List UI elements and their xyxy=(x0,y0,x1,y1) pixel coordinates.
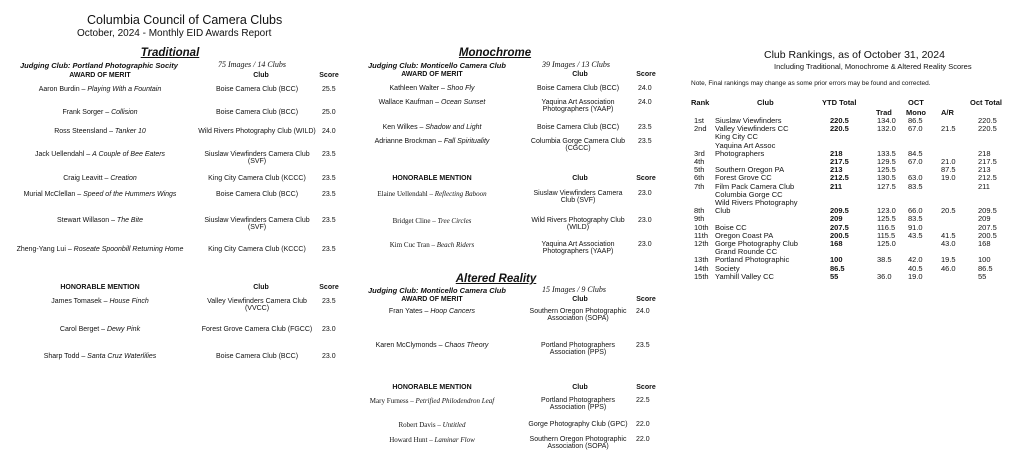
altered-club-header: Club xyxy=(572,296,588,303)
rankings-oct-trad: 129.5 xyxy=(877,157,896,166)
rankings-rank: 1st xyxy=(694,116,705,125)
entry-club: Boise Camera Club (BCC) xyxy=(215,86,299,93)
rankings-club-name: Film Pack Camera Club xyxy=(715,181,795,191)
rankings-club-name: Siuslaw Viewfinders xyxy=(715,116,782,125)
entry-maker-title xyxy=(10,353,190,360)
entry-maker-title xyxy=(362,85,502,92)
rankings-club-name: Columbia Gorge CC xyxy=(715,189,783,199)
rankings-oct-mono: 43.5 xyxy=(908,230,923,240)
rankings-ytd-total: 209.5 xyxy=(830,206,849,216)
rankings-header-oct-total: Oct Total xyxy=(970,98,1002,107)
entry-maker: Sharp Todd xyxy=(43,353,80,360)
entry-maker-title xyxy=(362,99,502,106)
rankings-oct-ar: 19.0 xyxy=(941,173,956,183)
rankings-oct-mono: 91.0 xyxy=(908,222,923,232)
rankings-rank: 10th xyxy=(694,222,709,232)
entry-maker-title xyxy=(362,397,502,405)
entry-maker-title xyxy=(362,190,502,198)
entry-maker-title xyxy=(10,151,190,158)
rankings-rank: 12th xyxy=(694,239,709,248)
entry-score: 23.5 xyxy=(322,151,336,158)
rankings-oct-trad: 116.5 xyxy=(877,222,896,232)
entry-maker: James Tomasek xyxy=(51,298,102,305)
rankings-oct-mono: 19.0 xyxy=(908,271,923,281)
rankings-oct-trad: 115.5 xyxy=(877,230,896,240)
entry-maker-title xyxy=(10,191,190,198)
entry-maker: Murial McClellan xyxy=(23,191,76,198)
entry-score: 22.5 xyxy=(636,397,650,404)
rankings-oct-total: 207.5 xyxy=(978,222,997,232)
entry-club: Yaquina Art Association Photographers (YAAP) xyxy=(541,99,615,113)
altered-merit-label: AWARD OF MERIT xyxy=(401,296,463,303)
entry-maker-title xyxy=(10,86,190,93)
entry-separator: – xyxy=(436,342,445,349)
rankings-subtitle: Including Traditional, Monochrome & Altered Reality Scores xyxy=(774,62,972,71)
entry-club: Boise Camera Club (BCC) xyxy=(536,85,620,92)
rankings-club-name: Portland Photographic xyxy=(715,255,790,265)
rankings-ytd-total: 55 xyxy=(830,271,839,281)
entry-score: 24.0 xyxy=(638,99,652,106)
rankings-oct-mono: 67.0 xyxy=(908,124,923,134)
entry-maker: Ken Wilkes xyxy=(382,124,418,131)
rankings-club-name: Yamhill Valley CC xyxy=(715,271,774,281)
entry-separator: – xyxy=(435,421,443,429)
entry-separator: – xyxy=(99,326,107,333)
entry-maker-title xyxy=(362,217,502,225)
rankings-oct-ar: 19.5 xyxy=(941,255,956,265)
entry-title: Shoo Fly xyxy=(446,85,475,92)
rankings-ytd-total: 218 xyxy=(830,148,843,158)
rankings-ytd-total: 86.5 xyxy=(830,263,845,273)
monochrome-judging-club: Judging Club: Monticello Camera Club xyxy=(368,61,506,70)
rankings-ytd-total: 220.5 xyxy=(830,116,849,125)
entry-club: Boise Camera Club (BCC) xyxy=(215,109,299,116)
entry-score: 24.0 xyxy=(322,128,336,135)
rankings-header-ytd: YTD Total xyxy=(822,98,857,107)
entry-title: Untitled xyxy=(442,421,466,429)
entry-maker-title xyxy=(362,241,502,249)
traditional-club-header: Club xyxy=(253,72,269,79)
entry-title: Creation xyxy=(110,175,137,182)
rankings-oct-total: 100 xyxy=(978,255,991,265)
rankings-oct-mono: 67.0 xyxy=(908,157,923,166)
entry-score: 25.0 xyxy=(322,109,336,116)
rankings-club-name: Society xyxy=(715,263,740,273)
traditional-hm-score-header: Score xyxy=(319,284,339,291)
entry-maker: Fran Yates xyxy=(388,308,423,315)
rankings-oct-ar: 87.5 xyxy=(941,165,956,175)
rankings-club-name: King City CC xyxy=(715,132,758,142)
rankings-rank: 8th xyxy=(694,206,705,216)
rankings-oct-total: 209 xyxy=(978,214,991,224)
rankings-rank: 15th xyxy=(694,271,709,281)
rankings-club-name: Wild Rivers Photography xyxy=(715,198,798,207)
entry-separator: – xyxy=(84,151,93,158)
rankings-oct-total: 86.5 xyxy=(978,263,993,273)
altered-judging-club: Judging Club: Monticello Camera Club xyxy=(368,286,506,295)
entry-club: Siuslaw Viewfinders Camera Club (SVF) xyxy=(204,217,310,231)
entry-club: Valley Viewfinders Camera Club (VVCC) xyxy=(207,298,307,312)
entry-maker: Aaron Burdin xyxy=(38,86,80,93)
entry-maker: Ross Steensland xyxy=(54,128,108,135)
entry-maker: Karen McClymonds xyxy=(375,342,437,349)
traditional-title: Traditional xyxy=(140,47,200,59)
entry-separator: – xyxy=(408,397,416,405)
entry-title: Fall Spirituality xyxy=(443,138,490,145)
entry-club: Portland Photographers Association (PPS) xyxy=(541,342,615,356)
rankings-rank: 2nd xyxy=(694,124,707,134)
traditional-merit-label: AWARD OF MERIT xyxy=(69,72,131,79)
entry-maker: Wallace Kaufman xyxy=(378,99,434,106)
entry-title: Dewy Pink xyxy=(107,326,141,333)
entry-maker-title xyxy=(362,138,502,145)
entry-score: 22.0 xyxy=(636,421,650,428)
entry-title: Santa Cruz Waterlilies xyxy=(87,353,157,360)
entry-score: 25.5 xyxy=(322,86,336,93)
rankings-oct-trad: 132.0 xyxy=(877,124,896,134)
entry-title: A Couple of Bee Eaters xyxy=(92,151,166,158)
rankings-oct-trad: 127.5 xyxy=(877,181,896,191)
entry-separator: – xyxy=(75,191,84,198)
entry-separator: – xyxy=(79,86,88,93)
entry-maker: Bridget Cline xyxy=(392,217,431,225)
entry-club: Portland Photographers Association (PPS) xyxy=(541,397,615,411)
entry-club: Southern Oregon Photographic Association (SOPA) xyxy=(529,308,627,322)
rankings-oct-ar: 21.5 xyxy=(941,124,956,134)
entry-separator: – xyxy=(433,99,442,106)
rankings-club-name: Forest Grove CC xyxy=(715,173,772,183)
rankings-oct-trad: 130.5 xyxy=(877,173,896,183)
rankings-oct-ar: 43.0 xyxy=(941,239,956,248)
rankings-club-name: Oregon Coast PA xyxy=(715,230,774,240)
rankings-oct-trad: 125.5 xyxy=(877,214,896,224)
entry-maker-title xyxy=(10,175,190,182)
entry-title: Speed of the Hummers Wings xyxy=(83,191,177,198)
entry-title: Roseate Spoonbill Returning Home xyxy=(73,246,184,253)
report-subtitle: October, 2024 - Monthly EID Awards Report xyxy=(77,28,272,39)
rankings-ytd-total: 200.5 xyxy=(830,230,849,240)
entry-club: Wild Rivers Photography Club (WILD) xyxy=(531,217,625,231)
traditional-hm-label: HONORABLE MENTION xyxy=(60,284,140,291)
rankings-header-rank: Rank xyxy=(691,98,710,107)
rankings-club-name: Yaquina Art Assoc xyxy=(715,140,776,150)
rankings-oct-trad: 134.0 xyxy=(877,116,896,125)
entry-separator: – xyxy=(79,353,88,360)
rankings-oct-mono: 84.5 xyxy=(908,148,923,158)
entry-maker: Carol Berget xyxy=(59,326,100,333)
traditional-image-count: 75 Images / 14 Clubs xyxy=(218,60,286,69)
rankings-club-name: Southern Oregon PA xyxy=(715,165,785,175)
entry-maker: Kim Cuc Tran xyxy=(389,241,430,249)
entry-title: Hoop Cancers xyxy=(430,308,476,315)
rankings-header-trad: Trad xyxy=(876,108,892,117)
entry-title: Laminar Flow xyxy=(434,436,475,444)
rankings-rank: 13th xyxy=(694,255,709,265)
entry-club: Columbia Gorge Camera Club (CGCC) xyxy=(530,138,626,152)
entry-score: 23.5 xyxy=(638,124,652,131)
entry-maker-title xyxy=(362,342,502,349)
rankings-oct-total: 220.5 xyxy=(978,124,997,134)
monochrome-hm-club-header: Club xyxy=(572,175,588,182)
entry-title: Ocean Sunset xyxy=(441,99,486,106)
rankings-oct-total: 55 xyxy=(978,271,987,281)
rankings-oct-mono: 86.5 xyxy=(908,116,923,125)
entry-maker-title xyxy=(362,421,502,429)
rankings-ytd-total: 209 xyxy=(830,214,843,224)
entry-separator: – xyxy=(436,138,444,145)
rankings-rank: 11th xyxy=(694,230,709,240)
entry-separator: – xyxy=(439,85,447,92)
traditional-hm-club-header: Club xyxy=(253,284,269,291)
monochrome-hm-score-header: Score xyxy=(636,175,656,182)
rankings-oct-total: 209.5 xyxy=(978,206,997,216)
entry-club: Boise Camera Club (BCC) xyxy=(536,124,620,131)
entry-score: 23.0 xyxy=(638,241,652,248)
altered-score-header: Score xyxy=(636,296,656,303)
entry-separator: – xyxy=(101,298,110,305)
rankings-oct-mono: 63.0 xyxy=(908,173,923,183)
entry-maker-title xyxy=(362,436,502,444)
entry-title: Chaos Theory xyxy=(444,342,489,349)
entry-separator: – xyxy=(430,217,438,225)
entry-separator: – xyxy=(103,109,112,116)
entry-maker-title xyxy=(10,246,190,253)
rankings-title: Club Rankings, as of October 31, 2024 xyxy=(764,49,945,61)
entry-club: King City Camera Club (KCCC) xyxy=(208,175,306,182)
altered-image-count: 15 Images / 9 Clubs xyxy=(542,285,606,294)
altered-hm-score-header: Score xyxy=(636,384,656,391)
rankings-ytd-total: 100 xyxy=(830,255,843,265)
rankings-oct-mono: 40.5 xyxy=(908,263,923,273)
rankings-oct-trad: 38.5 xyxy=(877,255,892,265)
entry-title: Shadow and Light xyxy=(425,124,482,131)
rankings-oct-total: 168 xyxy=(978,239,991,248)
entry-maker: Jack Uellendahl xyxy=(34,151,85,158)
rankings-ytd-total: 211 xyxy=(830,181,843,191)
rankings-oct-trad: 125.0 xyxy=(877,239,896,248)
altered-hm-club-header: Club xyxy=(572,384,588,391)
rankings-header-oct: OCT xyxy=(908,98,924,107)
rankings-rank: 9th xyxy=(694,214,705,224)
rankings-oct-trad: 125.5 xyxy=(877,165,896,175)
entry-title: Beach Riders xyxy=(436,241,475,249)
entry-score: 23.5 xyxy=(322,246,336,253)
rankings-oct-mono: 42.0 xyxy=(908,255,923,265)
rankings-oct-trad: 133.5 xyxy=(877,148,896,158)
rankings-oct-ar: 20.5 xyxy=(941,206,956,216)
monochrome-score-header: Score xyxy=(636,71,656,78)
entry-title: Petrified Philodendron Leaf xyxy=(415,397,495,405)
entry-maker-title xyxy=(10,217,190,224)
entry-title: Tree Circles xyxy=(437,217,472,225)
entry-score: 23.5 xyxy=(322,191,336,198)
rankings-oct-mono: 83.5 xyxy=(908,181,923,191)
entry-club: King City Camera Club (KCCC) xyxy=(208,246,306,253)
entry-separator: – xyxy=(65,246,74,253)
entry-separator: – xyxy=(102,175,111,182)
entry-score: 22.0 xyxy=(636,436,650,443)
monochrome-club-header: Club xyxy=(572,71,588,78)
entry-title: The Bite xyxy=(116,217,143,224)
entry-score: 23.5 xyxy=(322,298,336,305)
entry-title: Tanker 10 xyxy=(114,128,146,135)
entry-club: Siuslaw Viewfinders Camera Club (SVF) xyxy=(533,190,623,204)
rankings-oct-trad: 36.0 xyxy=(877,271,892,281)
rankings-club-name: Photographers xyxy=(715,148,765,158)
rankings-oct-total: 218 xyxy=(978,148,991,158)
rankings-club-name: Club xyxy=(715,206,731,216)
entry-score: 24.0 xyxy=(638,85,652,92)
entry-separator: – xyxy=(417,124,426,131)
entry-club: Gorge Photography Club (GPC) xyxy=(528,421,628,428)
rankings-oct-total: 213 xyxy=(978,165,991,175)
rankings-ytd-total: 207.5 xyxy=(830,222,849,232)
entry-score: 24.0 xyxy=(636,308,650,315)
entry-score: 23.0 xyxy=(638,190,652,197)
entry-score: 23.5 xyxy=(638,138,652,145)
traditional-judging-club: Judging Club: Portland Photographic Socity xyxy=(20,61,178,70)
rankings-oct-mono: 66.0 xyxy=(908,206,923,216)
entry-maker: Howard Hunt xyxy=(389,436,428,444)
entry-separator: – xyxy=(429,241,437,249)
entry-club: Boise Camera Club (BCC) xyxy=(215,353,299,360)
entry-score: 23.0 xyxy=(322,353,336,360)
entry-maker-title xyxy=(362,308,502,315)
rankings-oct-mono: 83.5 xyxy=(908,214,923,224)
rankings-club-name: Gorge Photography Club xyxy=(715,239,798,248)
altered-hm-label: HONORABLE MENTION xyxy=(392,384,472,391)
rankings-rank: 3rd xyxy=(694,148,705,158)
entry-separator: – xyxy=(107,128,115,135)
entry-club: Southern Oregon Photographic Association (SOPA) xyxy=(529,436,627,450)
entry-maker: Robert Davis xyxy=(398,421,436,429)
rankings-ytd-total: 212.5 xyxy=(830,173,849,183)
entry-maker: Stewart Willason xyxy=(56,217,110,224)
rankings-oct-ar: 41.5 xyxy=(941,230,956,240)
entry-title: House Finch xyxy=(109,298,149,305)
entry-maker-title xyxy=(10,298,190,305)
entry-separator: – xyxy=(109,217,117,224)
rankings-rank: 5th xyxy=(694,165,705,175)
entry-club: Yaquina Art Association Photographers (YAAP) xyxy=(541,241,615,255)
rankings-header-club: Club xyxy=(757,98,774,107)
monochrome-image-count: 39 Images / 13 Clubs xyxy=(542,60,610,69)
monochrome-title: Monochrome xyxy=(458,47,532,59)
entry-maker: Frank Sorger xyxy=(62,109,104,116)
rankings-oct-ar: 21.0 xyxy=(941,157,956,166)
rankings-oct-ar: 46.0 xyxy=(941,263,956,273)
entry-score: 23.5 xyxy=(322,175,336,182)
entry-club: Siuslaw Viewfinders Camera Club (SVF) xyxy=(204,151,310,165)
entry-club: Forest Grove Camera Club (FGCC) xyxy=(201,326,313,333)
rankings-oct-total: 200.5 xyxy=(978,230,997,240)
entry-score: 23.5 xyxy=(636,342,650,349)
traditional-score-header: Score xyxy=(319,72,339,79)
rankings-note: Note, Final rankings may change as some prior errors may be found and corrected. xyxy=(691,80,931,87)
entry-maker: Kathleen Walter xyxy=(389,85,440,92)
entry-score: 23.5 xyxy=(322,217,336,224)
rankings-rank: 7th xyxy=(694,181,705,191)
entry-maker-title xyxy=(362,124,502,131)
entry-separator: – xyxy=(427,190,435,198)
entry-maker: Zheng-Yang Lui xyxy=(16,246,66,253)
rankings-oct-total: 217.5 xyxy=(978,157,997,166)
rankings-club-name: Boise CC xyxy=(715,222,747,232)
rankings-club-name: Valley Viewfinders CC xyxy=(715,124,789,134)
entry-separator: – xyxy=(427,436,435,444)
rankings-rank: 14th xyxy=(694,263,709,273)
rankings-oct-trad: 123.0 xyxy=(877,206,896,216)
rankings-oct-total: 220.5 xyxy=(978,116,997,125)
entry-separator: – xyxy=(422,308,431,315)
rankings-club-name: Grand Rounde CC xyxy=(715,247,778,257)
rankings-header-mono: Mono xyxy=(906,108,926,117)
entry-maker: Mary Furness xyxy=(369,397,409,405)
report-org-title: Columbia Council of Camera Clubs xyxy=(87,13,283,27)
entry-maker-title xyxy=(10,109,190,116)
entry-maker-title xyxy=(10,326,190,333)
rankings-oct-total: 212.5 xyxy=(978,173,997,183)
entry-club: Wild Rivers Photography Club (WILD) xyxy=(198,128,316,135)
entry-title: Collision xyxy=(111,109,138,116)
entry-maker-title xyxy=(10,128,190,135)
monochrome-hm-label: HONORABLE MENTION xyxy=(392,175,472,182)
rankings-rank: 4th xyxy=(694,157,705,166)
monochrome-merit-label: AWARD OF MERIT xyxy=(401,71,463,78)
altered-reality-title: Altered Reality xyxy=(455,273,537,285)
entry-club: Boise Camera Club (BCC) xyxy=(215,191,299,198)
entry-maker: Elaine Uellendahl xyxy=(377,190,428,198)
entry-title: Playing With a Fountain xyxy=(87,86,162,93)
entry-maker: Craig Leavitt xyxy=(63,175,103,182)
entry-maker: Adrianne Brockman xyxy=(374,138,437,145)
entry-score: 23.0 xyxy=(638,217,652,224)
rankings-ytd-total: 217.5 xyxy=(830,157,849,166)
rankings-rank: 6th xyxy=(694,173,705,183)
rankings-ytd-total: 220.5 xyxy=(830,124,849,134)
rankings-header-ar: A/R xyxy=(941,108,954,117)
rankings-ytd-total: 213 xyxy=(830,165,843,175)
entry-score: 23.0 xyxy=(322,326,336,333)
rankings-ytd-total: 168 xyxy=(830,239,843,248)
rankings-oct-total: 211 xyxy=(978,181,990,191)
entry-title: Reflecting Baboon xyxy=(434,190,487,198)
